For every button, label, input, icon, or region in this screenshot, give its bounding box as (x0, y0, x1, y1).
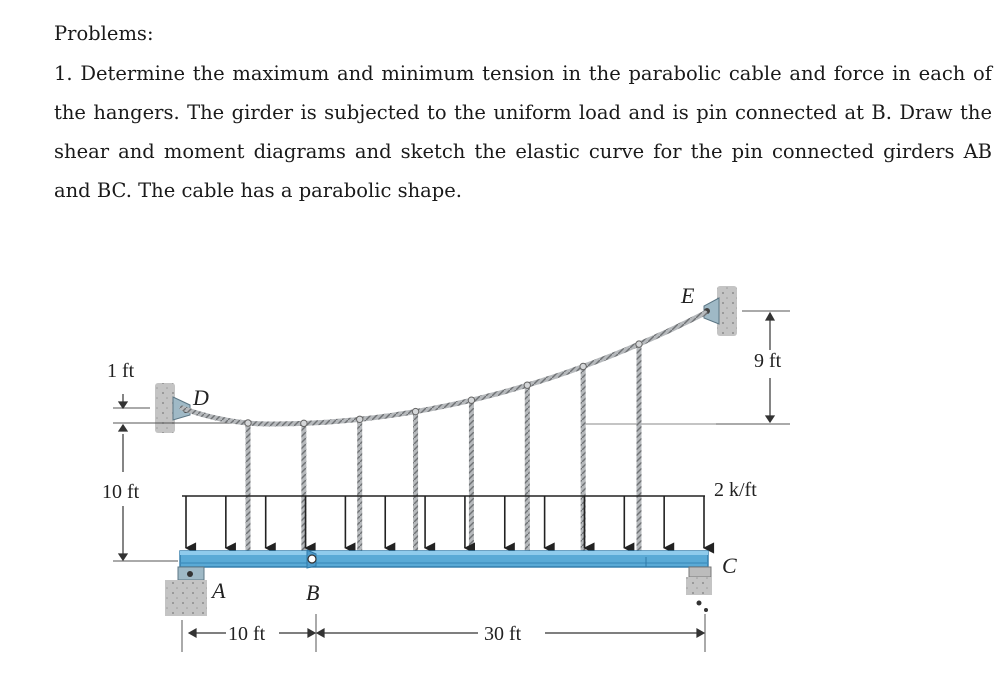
hanger-joint (357, 416, 363, 422)
label-c: C (722, 553, 737, 578)
hanger (357, 419, 362, 551)
uniform-load (182, 496, 705, 548)
hanger-joint (636, 341, 642, 347)
problem-1-text: 1. Determine the maximum and minimum tension in the parabolic cable and force in each of the hangers. The girder is subjected to the uniform load and is pin connected at B. Draw the shear and moment diagrams and sketch the elastic curve for the pin connected girders AB and BC. The cable has a parabolic shape. (54, 62, 992, 202)
label-d: D (193, 385, 209, 410)
dim-10ft-left: 10 ft (102, 481, 140, 503)
hanger (413, 412, 418, 551)
dim-30ft-bc: 30 ft (484, 623, 522, 645)
hanger-joint (301, 420, 307, 426)
hanger (246, 423, 251, 551)
girder (180, 551, 708, 567)
problems-heading: Problems: (54, 22, 154, 45)
support-c (686, 567, 712, 612)
wall-support-e (704, 286, 737, 336)
load-label: 2 k/ft (714, 479, 757, 501)
dim-10ft-ab: 10 ft (228, 623, 266, 645)
hanger-joint (580, 363, 586, 369)
hanger (525, 385, 530, 551)
parabolic-cable (182, 313, 705, 424)
hanger-joint (245, 420, 251, 426)
dim-sag-1ft: 1 ft (107, 360, 135, 382)
label-e: E (681, 283, 695, 308)
hanger-joint (468, 397, 474, 403)
hanger-joint (412, 408, 418, 414)
label-b: B (306, 580, 320, 605)
support-a (165, 567, 207, 616)
hanger (637, 344, 642, 551)
label-a: A (212, 578, 226, 603)
hanger (469, 400, 474, 551)
dim-9ft: 9 ft (754, 350, 782, 372)
hanger-joint (524, 382, 530, 388)
